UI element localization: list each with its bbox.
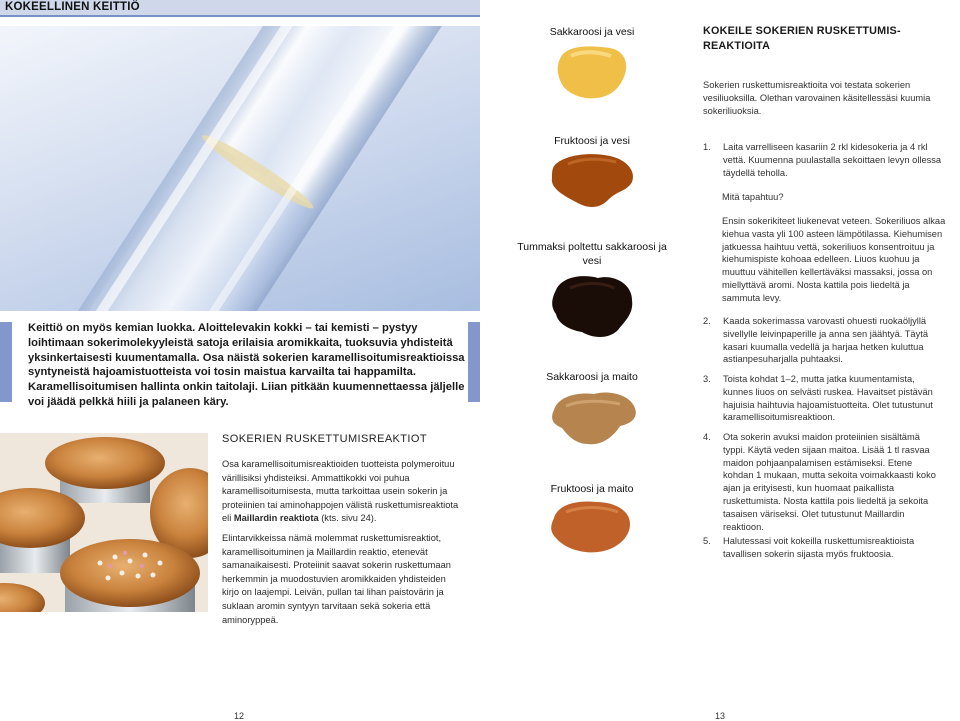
- header-rule: [0, 15, 480, 17]
- pastry-photo: [0, 433, 208, 612]
- answer-text: Ensin sokerikiteet liukenevat veteen. Sokeriliuos alkaa kiehua vasta yli 100 asteen lämpötilassa. Kiehumisen jatkuessa haihtuu vettä, sokeriliuos konsentroituu ja kiehumispiste kohoaa edelleen. Liuos kuohuu ja muuttuu vähitellen kellertäväksi massaksi, jossa on miellyttävä aromi. Nosta kattila pois liedeltä ja sammuta levy.: [722, 216, 946, 303]
- sample-label: Fruktoosi ja maito: [550, 483, 634, 495]
- step-text: Halutessasi voit kokeilla ruskettumisreaktioista tavallisen sokerin sijasta myös fruktoosia.: [723, 536, 915, 559]
- caramel-sample-sucrose-water: [555, 42, 633, 102]
- body-paragraph-2: Elintarvikkeissa nämä molemmat ruskettumisreaktiot, karamellisoituminen ja Maillardin reaktio, etenevät samanaikaisesti. Proteiinit saavat sokerin ruskettumaan herkemmin ja muodostuvien aromikkaiden yhdisteiden kirjo on laajempi. Leivän, pullan tai lihan paistovärin ja suklaan aromin syntyyn tarvitaan sekä sokeria että aminoryppeä.: [222, 533, 451, 625]
- step-text: Ota sokerin avuksi maidon proteiinien sisältämä typpi. Käytä veden sijaan maitoa. Lisää 1 tl rasvaa maidon pohjaanpalamisen estämiseksi. Etene kohdan 1 mukaan, mutta sekoita voimakkaasti koko ajan ja erityisesti, kun huomaat paikallista ruskettumista. Nosta kattila pois liedeltä ja sekoita tasaisen väriseksi. Olet tutustunut Maillardin reaktioon.: [723, 432, 936, 532]
- intro-accent-left: [0, 322, 12, 402]
- text-run-bold: Maillardin reaktiota: [233, 513, 319, 524]
- text-run: Osa karamellisoitumisreaktioiden tuotteista polymeroituu värillisiksi yhdisteiksi. Ammattikokki voi puhua karamellisoitumisesta, mutta tarkoittaa usein sokerin ja proteiinien tai aminohappojen välistä ruskettumisreaktiota eli: [222, 459, 459, 524]
- step-number: 2.: [703, 316, 711, 326]
- body-paragraph-1: [222, 458, 462, 526]
- intro-accent-right: [468, 322, 480, 402]
- question-text: Mitä tapahtuu?: [722, 192, 784, 202]
- section-heading: SOKERIEN RUSKETTUMISREAKTIOT: [222, 433, 427, 445]
- caramel-sample-fructose-water: [548, 150, 638, 212]
- pastry-illustration: [0, 433, 208, 612]
- sample-label: Sakkaroosi ja vesi: [549, 26, 635, 38]
- step-number: 5.: [703, 536, 711, 546]
- step-text: Laita varrelliseen kasariin 2 rkl kidesokeria ja 4 rkl vettä. Kuumenna puulastalla sekoittaen levyn ollessa täydellä teholla.: [723, 142, 942, 178]
- test-tube-illustration: [0, 26, 480, 311]
- step-text: Toista kohdat 1–2, mutta jatka kuumentamista, kunnes liuos on selvästi ruskea. Havaitset pistävän hajuisia haihtuvia hajoamistuotteita. Olet tutustunut karamellisoitumisreaktioon.: [723, 374, 933, 423]
- test-tube-photo: [0, 26, 480, 311]
- sample-label: Sakkaroosi ja maito: [546, 371, 638, 383]
- step-number: 4.: [703, 432, 711, 442]
- step-1: [703, 141, 943, 179]
- step-5: [703, 535, 943, 561]
- experiment-lead: Sokerien ruskettumisreaktioita voi testata sokerien vesiliuoksilla. Olethan varovainen käsitellessäsi kuumia sokeriliuoksia.: [703, 80, 931, 116]
- step-number: 1.: [703, 142, 711, 152]
- section-title: KOKEELLINEN KEITTIÖ: [5, 1, 140, 13]
- text-run: (kts. sivu 24).: [318, 513, 377, 524]
- caramel-sample-burnt-sucrose: [548, 272, 638, 342]
- intro-paragraph: Keittiö on myös kemian luokka. Aloittelevakin kokki – tai kemisti – pystyy loihtimaan sokerimolekyyleistä satoja erilaisia aromikkaita, tuoksuvia yhdisteitä yksinkertaisesti kuumentamalla. Osa näistä sokerien karamellisoitumisreaktioissa syntyneistä hajoamistuotteista voi tosin maistua karvailta tai happamilta. Karamellisoitumisen hallinta onkin taitolaji. Liian pitkään kuumennettaessa jäljelle voi jäädä pelkkä hiili ja palaneen käry.: [28, 322, 465, 408]
- step-2: [703, 315, 943, 366]
- caramel-sample-fructose-milk: [548, 498, 634, 556]
- page-number-right: 13: [715, 711, 726, 721]
- experiment-heading: KOKEILE SOKERIEN RUSKETTUMISREAKTIOITA: [703, 25, 901, 52]
- caramel-sample-sucrose-milk: [548, 388, 640, 450]
- sample-label: Fruktoosi ja vesi: [554, 135, 630, 147]
- page-number-left: 12: [234, 711, 245, 721]
- step-text: Kaada sokerimassa varovasti ohuesti ruokaöljyllä sivellylle leivinpaperille ja anna sen jäähtyä. Täytä kasari kuumalla vedellä ja harjaa hetken kuluttua astianpesuharjalla puhtaaksi.: [723, 316, 928, 365]
- step-4: [703, 431, 943, 533]
- step-number: 3.: [703, 374, 711, 384]
- sample-label: Tummaksi poltettu sakkaroosi ja vesi: [517, 241, 667, 267]
- step-3: [703, 373, 943, 424]
